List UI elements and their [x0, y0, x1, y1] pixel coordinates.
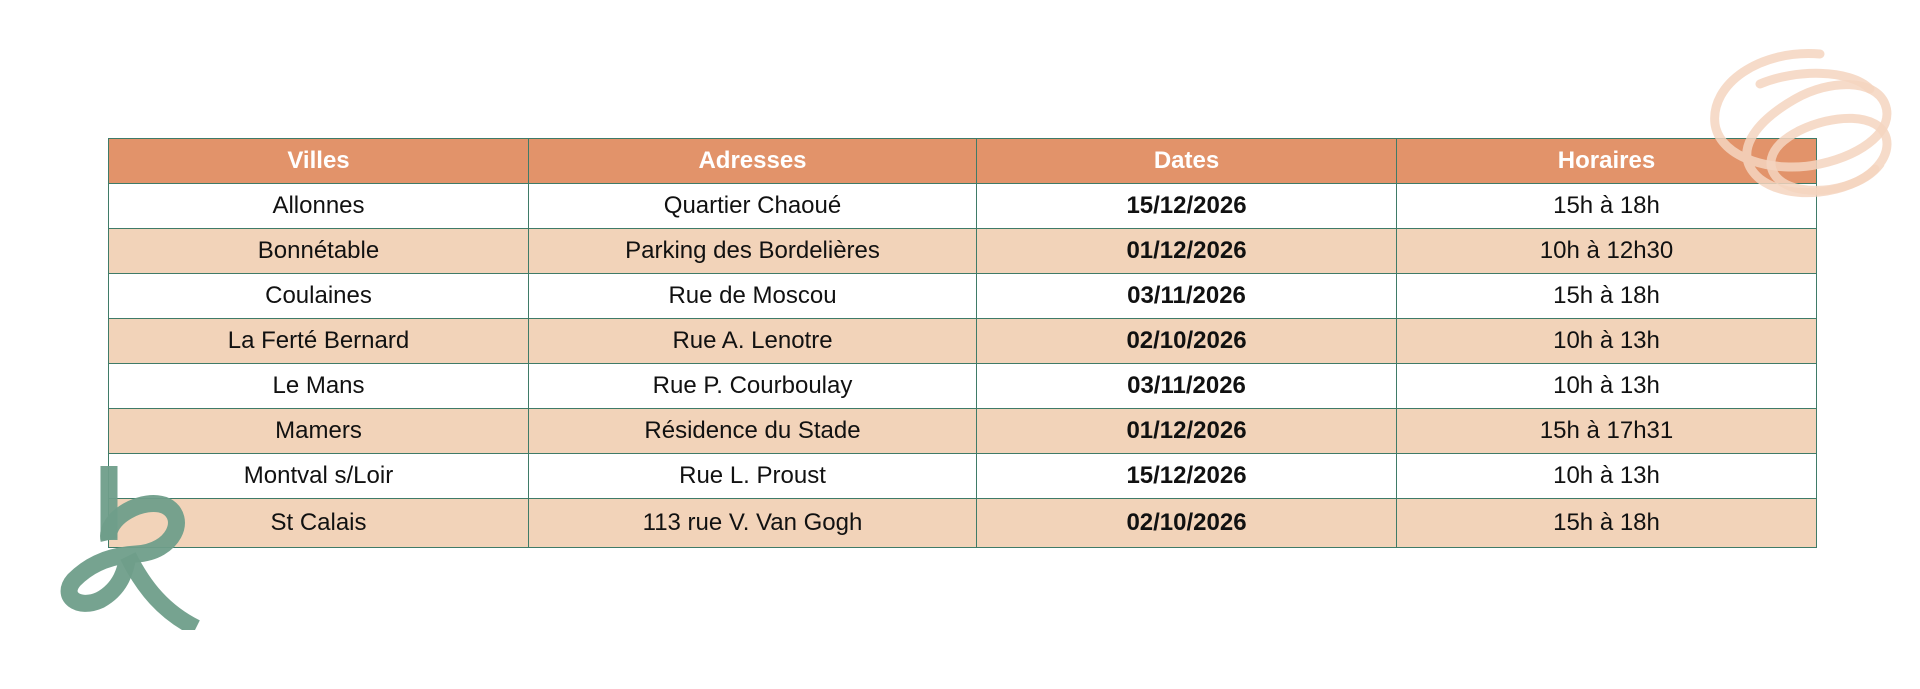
- table-row: [109, 409, 1817, 454]
- cell-ville: Mamers: [109, 409, 529, 454]
- cell-ville: La Ferté Bernard: [109, 319, 529, 364]
- table-row: [109, 274, 1817, 319]
- table-row: [109, 499, 1817, 548]
- header-dates: Dates: [977, 139, 1397, 184]
- cell-ville: Montval s/Loir: [109, 454, 529, 499]
- cell-date: 02/10/2026: [977, 499, 1397, 548]
- cell-date: 15/12/2026: [977, 454, 1397, 499]
- header-horaires: Horaires: [1397, 139, 1817, 184]
- cell-horaire: 10h à 13h: [1397, 364, 1817, 409]
- schedule-table: [108, 138, 1817, 548]
- cell-ville: Allonnes: [109, 184, 529, 229]
- cell-ville: Le Mans: [109, 364, 529, 409]
- cell-ville: Coulaines: [109, 274, 529, 319]
- cell-ville: Bonnétable: [109, 229, 529, 274]
- cell-date: 03/11/2026: [977, 364, 1397, 409]
- table-row: [109, 454, 1817, 499]
- cell-horaire: 10h à 13h: [1397, 454, 1817, 499]
- cell-adresse: Rue de Moscou: [529, 274, 977, 319]
- cell-adresse: Quartier Chaoué: [529, 184, 977, 229]
- header-villes: Villes: [109, 139, 529, 184]
- cell-date: 01/12/2026: [977, 409, 1397, 454]
- header-adresses: Adresses: [529, 139, 977, 184]
- cell-date: 15/12/2026: [977, 184, 1397, 229]
- cell-adresse: Résidence du Stade: [529, 409, 977, 454]
- cell-horaire: 15h à 18h: [1397, 499, 1817, 548]
- table-row: [109, 319, 1817, 364]
- cell-date: 02/10/2026: [977, 319, 1397, 364]
- table-row: [109, 229, 1817, 274]
- cell-date: 03/11/2026: [977, 274, 1397, 319]
- cell-horaire: 15h à 18h: [1397, 274, 1817, 319]
- table-row: [109, 184, 1817, 229]
- cell-adresse: Rue P. Courboulay: [529, 364, 977, 409]
- cell-date: 01/12/2026: [977, 229, 1397, 274]
- cell-horaire: 15h à 17h31: [1397, 409, 1817, 454]
- cell-adresse: Rue L. Proust: [529, 454, 977, 499]
- cell-horaire: 15h à 18h: [1397, 184, 1817, 229]
- cell-ville: St Calais: [109, 499, 529, 548]
- cell-horaire: 10h à 13h: [1397, 319, 1817, 364]
- cell-adresse: 113 rue V. Van Gogh: [529, 499, 977, 548]
- cell-adresse: Rue A. Lenotre: [529, 319, 977, 364]
- cell-adresse: Parking des Bordelières: [529, 229, 977, 274]
- cell-horaire: 10h à 12h30: [1397, 229, 1817, 274]
- table-row: [109, 364, 1817, 409]
- table-header-row: [109, 139, 1817, 184]
